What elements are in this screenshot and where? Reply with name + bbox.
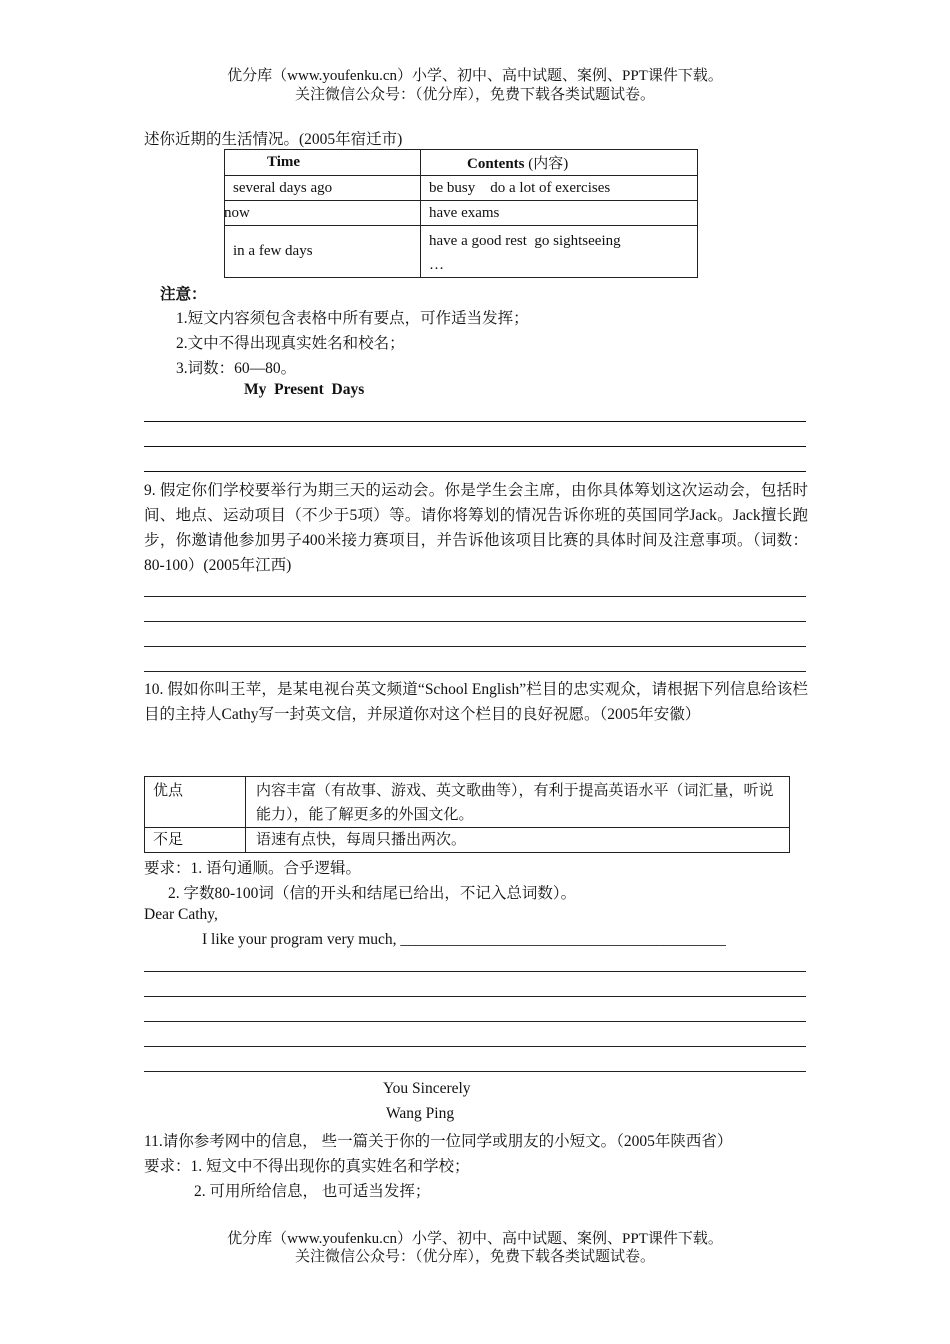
answer-line[interactable] <box>144 1046 806 1047</box>
q10-closing: You Sincerely <box>383 1080 471 1097</box>
table-row <box>145 777 790 828</box>
q10-content-cell: 内容丰富（有故事、游戏、英文歌曲等），有利于提高英语水平（词汇量，听说能力），能了解更多的外国文化。 <box>246 777 790 828</box>
answer-line[interactable] <box>144 646 806 647</box>
q10-table <box>144 776 790 853</box>
q9-prompt: 9. 假定你们学校要举行为期三天的运动会。你是学生会主席，由你具体筹划这次运动会，包括时间、地点、运动项目（不少于5项）等。请你将筹划的情况告诉你班的英国同学Jack。Jack擅长跑步，你邀请他参加男子400米接力赛项目，并告诉他该项目比赛的具体时间及注意事项。（词数：80-100）(2005年江西) <box>144 482 808 574</box>
q8-header-contents: Contents (内容) <box>421 150 698 176</box>
q11-requirement-2: 2. 可用所给信息， 也可适当发挥； <box>194 1183 431 1200</box>
q8-time-cell: several days ago <box>225 176 421 201</box>
q10-opening-line: I like your program very much, __________________________________________ <box>202 931 726 948</box>
q8-time-cell: now <box>225 201 421 226</box>
page-header-line-1: 优分库（www.youfenku.cn）小学、初中、高中试题、案例、PPT课件下载。 <box>227 68 723 84</box>
q8-note-1: 1.短文内容须包含表格中所有要点，可作适当发挥； <box>176 310 529 327</box>
q11-prompt: 11.请你参考网中的信息， 些一篇关于你的一位同学或朋友的小短文。（2005年陕西省） <box>144 1133 733 1150</box>
q10-greeting: Dear Cathy, <box>144 906 218 923</box>
q10-label-cell: 优点 <box>145 777 246 828</box>
q10-prompt: 10. 假如你叫王苹，是某电视台英文频道“School English”栏目的忠实观众，请根据下列信息给该栏目的主持人Cathy写一封英文信，并尿道你对这个栏目的良好祝愿。（2005年安徽） <box>144 681 808 723</box>
answer-line[interactable] <box>144 1071 806 1072</box>
answer-line[interactable] <box>144 446 806 447</box>
q8-content-cell: have exams <box>421 201 698 226</box>
q8-content-cell: be busy do a lot of exercises <box>421 176 698 201</box>
table-row <box>225 201 698 226</box>
q8-header-time: Time <box>225 150 421 176</box>
table-row <box>225 226 698 278</box>
q10-label-cell: 不足 <box>145 828 246 853</box>
table-row <box>145 828 790 853</box>
q8-content-cell: have a good rest go sightseeing … <box>421 226 698 278</box>
q8-table <box>224 149 698 278</box>
page-footer-line-2: 关注微信公众号：（优分库），免费下载各类试题试卷。 <box>294 1249 655 1265</box>
answer-line[interactable] <box>144 1021 806 1022</box>
q11-requirement-1: 要求：1. 短文中不得出现你的真实姓名和学校； <box>144 1158 470 1175</box>
answer-line[interactable] <box>144 596 806 597</box>
q10-requirement-2: 2. 字数80-100词（信的开头和结尾已给出，不记入总词数）。 <box>168 885 577 902</box>
q8-note-3: 3.词数：60—80。 <box>176 360 297 377</box>
page-header-line-2: 关注微信公众号：（优分库），免费下载各类试题试卷。 <box>294 87 655 103</box>
q8-intro: 述你近期的生活情况。(2005年宿迁市) <box>144 131 403 148</box>
answer-line[interactable] <box>144 621 806 622</box>
q8-essay-title: My Present Days <box>244 381 365 398</box>
answer-line[interactable] <box>144 671 806 672</box>
page-footer-line-1: 优分库（www.youfenku.cn）小学、初中、高中试题、案例、PPT课件下载。 <box>227 1231 723 1247</box>
answer-line[interactable] <box>144 471 806 472</box>
q8-note-2: 2.文中不得出现真实姓名和校名； <box>176 335 405 352</box>
answer-line[interactable] <box>144 421 806 422</box>
q10-signature: Wang Ping <box>386 1105 455 1122</box>
q10-requirement-1: 要求：1. 语句通顺。合乎逻辑。 <box>144 860 362 877</box>
table-row <box>225 176 698 201</box>
answer-line[interactable] <box>144 996 806 997</box>
answer-line[interactable] <box>144 971 806 972</box>
q8-notes-title: 注意： <box>160 286 207 303</box>
q8-time-cell: in a few days <box>225 226 421 278</box>
q10-content-cell: 语速有点快，每周只播出两次。 <box>246 828 790 853</box>
